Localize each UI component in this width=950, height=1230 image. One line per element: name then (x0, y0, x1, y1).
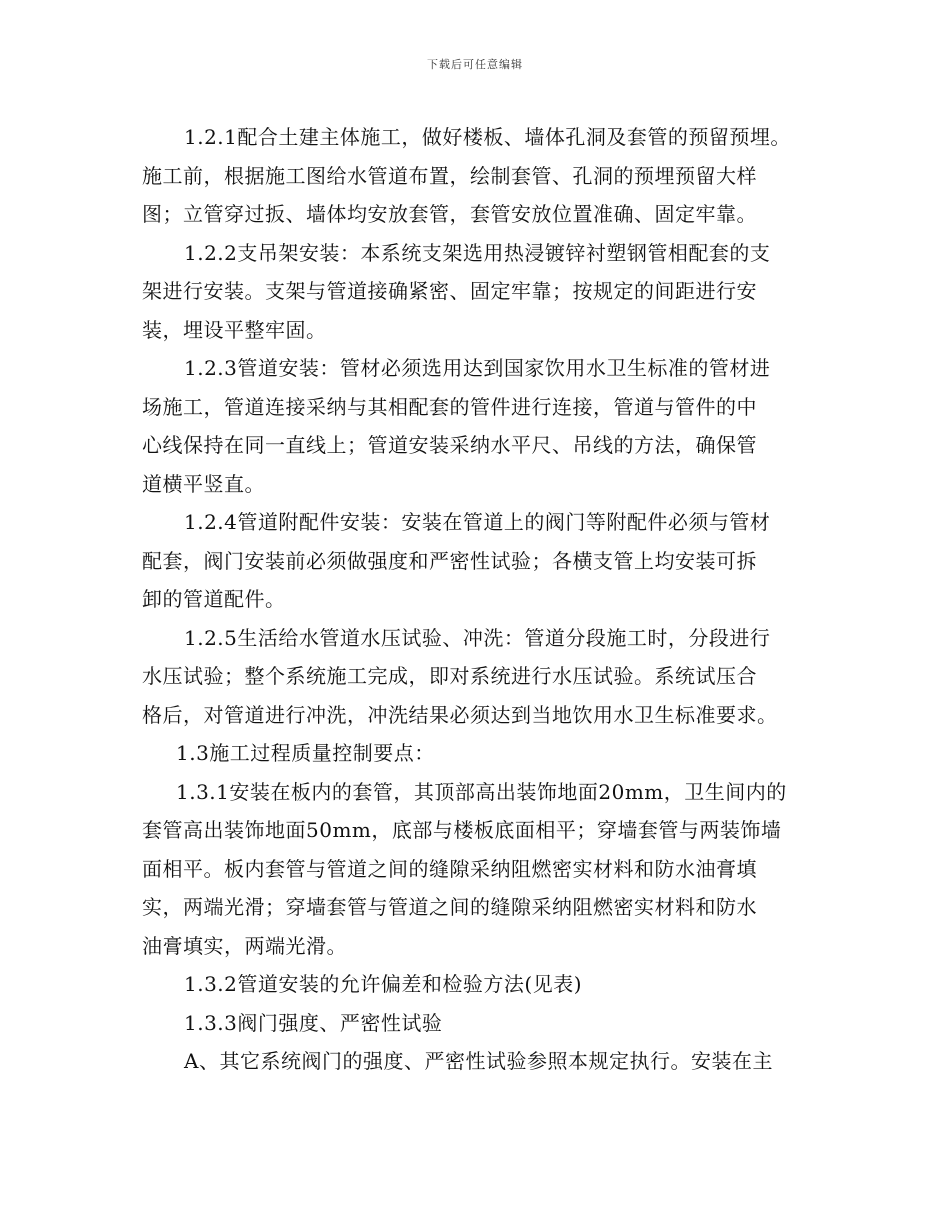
text-line: 1.3.3阀门强度、严密性试验 (184, 1010, 443, 1035)
text-line: 1.2.2支吊架安装：本系统支架选用热浸镀锌衬塑钢管相配套的支 (184, 240, 771, 265)
text-line: 场施工，管道连接采纳与其相配套的管件进行连接，管道与管件的中 (142, 394, 757, 419)
text-line: 1.2.3管道安装：管材必须选用达到国家饮用水卫生标准的管材进 (184, 356, 771, 380)
text-line: 架进行安装。支架与管道接确紧密、固定牢靠；按规定的间距进行安 (142, 279, 757, 303)
text-line: 卸的管道配件。 (142, 587, 286, 611)
text-line: 油膏填实，两端光滑。 (142, 933, 347, 958)
text-line: 水压试验；整个系统施工完成，即对系统进行水压试验。系统试压合 (142, 664, 757, 688)
text-line: 格后，对管道进行冲洗，冲洗结果必须达到当地饮用水卫生标准要求。 (142, 702, 778, 727)
text-line: 1.2.5生活给水管道水压试验、冲洗：管道分段施工时，分段进行 (184, 625, 771, 650)
text-line: 配套，阀门安装前必须做强度和严密性试验；各横支管上均安装可拆 (142, 548, 757, 573)
text-line: 1.2.1配合土建主体施工，做好楼板、墙体孔洞及套管的预留预埋。 (184, 125, 791, 149)
text-line: 实，两端光滑；穿墙套管与管道之间的缝隙采纳阻燃密实材料和防水 (142, 895, 757, 919)
text-line: 施工前，根据施工图给水管道布置，绘制套管、孔洞的预埋预留大样 (142, 163, 757, 188)
document-body (142, 118, 808, 1081)
text-line: 面相平。板内套管与管道之间的缝隙采纳阻燃密实材料和防水油膏填 (142, 856, 757, 881)
text-line: 装，埋设平整牢固。 (142, 317, 327, 342)
text-line: 道横平竖直。 (142, 471, 265, 496)
text-line: 图；立管穿过扳、墙体均安放套管，套管安放位置准确、固定牢靠。 (142, 202, 757, 226)
text-line: 1.2.4管道附配件安装：安装在管道上的阀门等附配件必须与管材 (184, 510, 771, 534)
text-line: 1.3.2管道安装的允许偏差和检验方法(见表) (184, 972, 582, 996)
page-header: 下载后可任意编辑 (427, 58, 523, 71)
text-line: 心线保持在同一直线上；管道安装采纳水平尺、吊线的方法，确保管 (142, 433, 757, 457)
section-heading: 1.3施工过程质量控制要点： (176, 741, 435, 765)
text-line: A、其它系统阀门的强度、严密性试验参照本规定执行。安装在主 (184, 1049, 773, 1073)
text-line: 套管高出装饰地面50mm，底部与楼板底面相平；穿墙套管与两装饰墙 (142, 818, 782, 842)
text-line: 1.3.1安装在板内的套管，其顶部高出装饰地面20mm，卫生间内的 (176, 779, 787, 804)
